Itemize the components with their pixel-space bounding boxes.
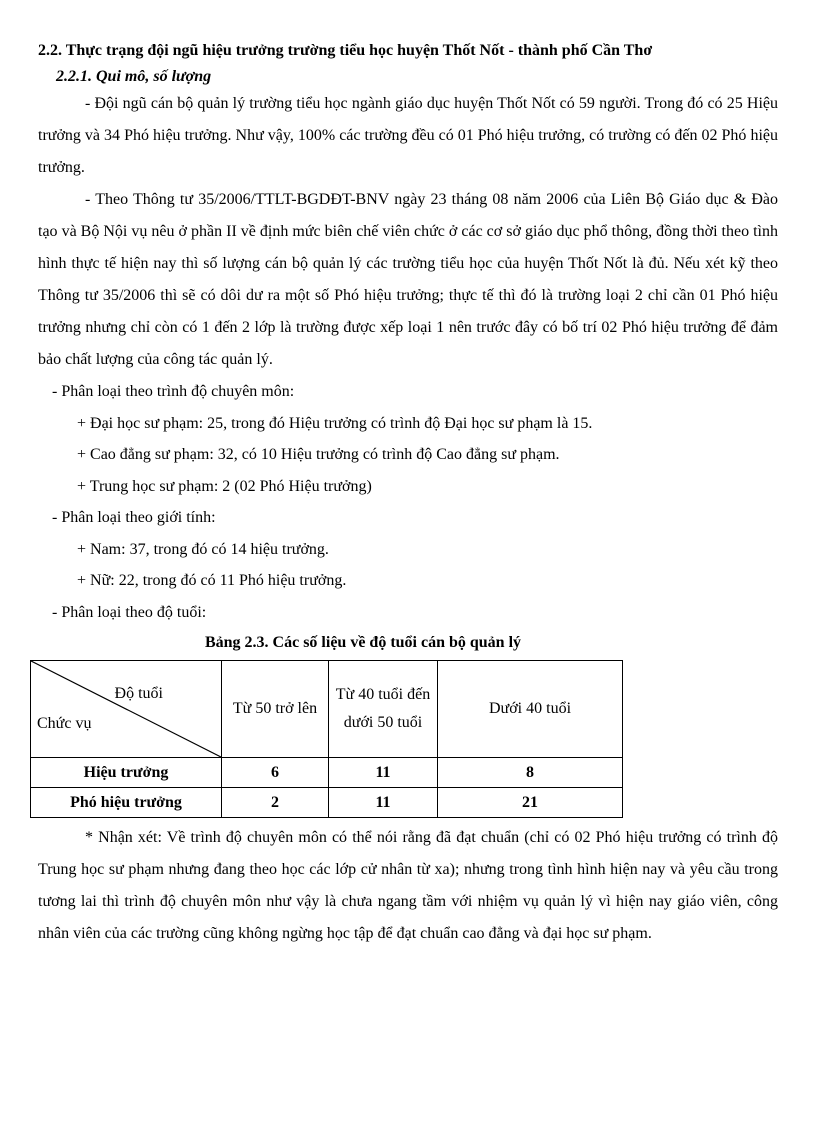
classification-item: + Cao đẳng sư phạm: 32, có 10 Hiệu trưởng có trình độ Cao đẳng sư phạm.	[77, 446, 560, 463]
classification-title: - Phân loại theo độ tuổi:	[52, 603, 207, 621]
corner-header-cell	[31, 661, 222, 758]
table-row	[31, 758, 623, 788]
classification-item: + Nữ: 22, trong đó có 11 Phó hiệu trưởng.	[77, 572, 347, 589]
table-cell: 6	[222, 758, 329, 788]
paragraph: - Theo Thông tư 35/2006/TTLT-BGDĐT-BNV ngày 23 tháng 08 năm 2006 của Liên Bộ Giáo dục & Đào tạo và Bộ Nội vụ nêu ở phần II về định mức biên chế viên chức ở các cơ sở giáo dục phổ thông, đồng thời theo tình hình thực tế hiện nay thì số lượng cán bộ quản lý các trường tiểu học của huyện Thốt Nốt là đủ. Nếu xét kỹ theo Thông tư 35/2006 thì sẽ có dôi dư ra một số Phó hiệu trưởng; thực tế thì đó là trường loại 2 chỉ cần 01 Phó hiệu trưởng nhưng chỉ còn có 1 đến 2 lớp là trường được xếp loại 1 nên trước đây có bố trí 02 Phó hiệu trưởng để đảm bảo chất lượng của công tác quản lý.	[38, 191, 778, 368]
classification-item: + Trung học sư phạm: 2 (02 Phó Hiệu trưởng)	[77, 477, 372, 495]
comment-paragraph: * Nhận xét: Về trình độ chuyên môn có thể nói rằng đã đạt chuẩn (chỉ có 02 Phó hiệu trưởng có trình độ Trung học sư phạm nhưng đang theo học các lớp cử nhân từ xa); nhưng trong tình hình hiện nay và yêu cầu trong tương lai thì trình độ chuyên môn như vậy là chưa ngang tầm với nhiệm vụ quản lý vì hiện nay giáo viên, công nhân viên của các trường cũng không ngừng học tập để đạt chuẩn cao đẳng và đại học sư phạm.	[38, 829, 778, 942]
diagonal-line	[31, 661, 221, 757]
column-header: Dưới 40 tuổi	[438, 661, 623, 758]
classification-title: - Phân loại theo trình độ chuyên môn:	[52, 383, 295, 400]
table-cell: 8	[438, 758, 623, 788]
section-heading: 2.2. Thực trạng đội ngũ hiệu trưởng trường tiểu học huyện Thốt Nốt - thành phố Cần Thơ	[38, 42, 653, 59]
table-cell: 2	[222, 788, 329, 818]
table-cell: 21	[438, 788, 623, 818]
table-caption: Bảng 2.3. Các số liệu về độ tuổi cán bộ quản lý	[204, 634, 522, 651]
paragraph: - Đội ngũ cán bộ quản lý trường tiểu học ngành giáo dục huyện Thốt Nốt có 59 người. Trong đó có 25 Hiệu trưởng và 34 Phó hiệu trưởng. Như vậy, 100% các trường đều có 01 Phó hiệu trưởng, có trường có đến 02 Phó hiệu trưởng.	[38, 95, 778, 176]
classification-title: - Phân loại theo giới tính:	[52, 509, 216, 526]
corner-age-label: Độ tuổi	[114, 685, 163, 702]
subsection-heading: 2.2.1. Qui mô, số lượng	[56, 68, 212, 85]
classification-item: + Đại học sư phạm: 25, trong đó Hiệu trưởng có trình độ Đại học sư phạm là 15.	[77, 414, 593, 432]
document-page	[38, 40, 778, 950]
classification-item: + Nam: 37, trong đó có 14 hiệu trưởng.	[77, 540, 329, 558]
table-header-row	[31, 661, 623, 758]
column-header: Từ 40 tuổi đến dưới 50 tuổi	[329, 661, 438, 758]
corner-position-label: Chức vụ	[37, 715, 92, 732]
table-cell: 11	[329, 758, 438, 788]
row-label: Hiệu trưởng	[31, 758, 222, 788]
column-header: Từ 50 trở lên	[222, 661, 329, 758]
table-cell: 11	[329, 788, 438, 818]
age-table	[30, 660, 623, 818]
row-label: Phó hiệu trưởng	[31, 788, 222, 818]
table-row	[31, 788, 623, 818]
